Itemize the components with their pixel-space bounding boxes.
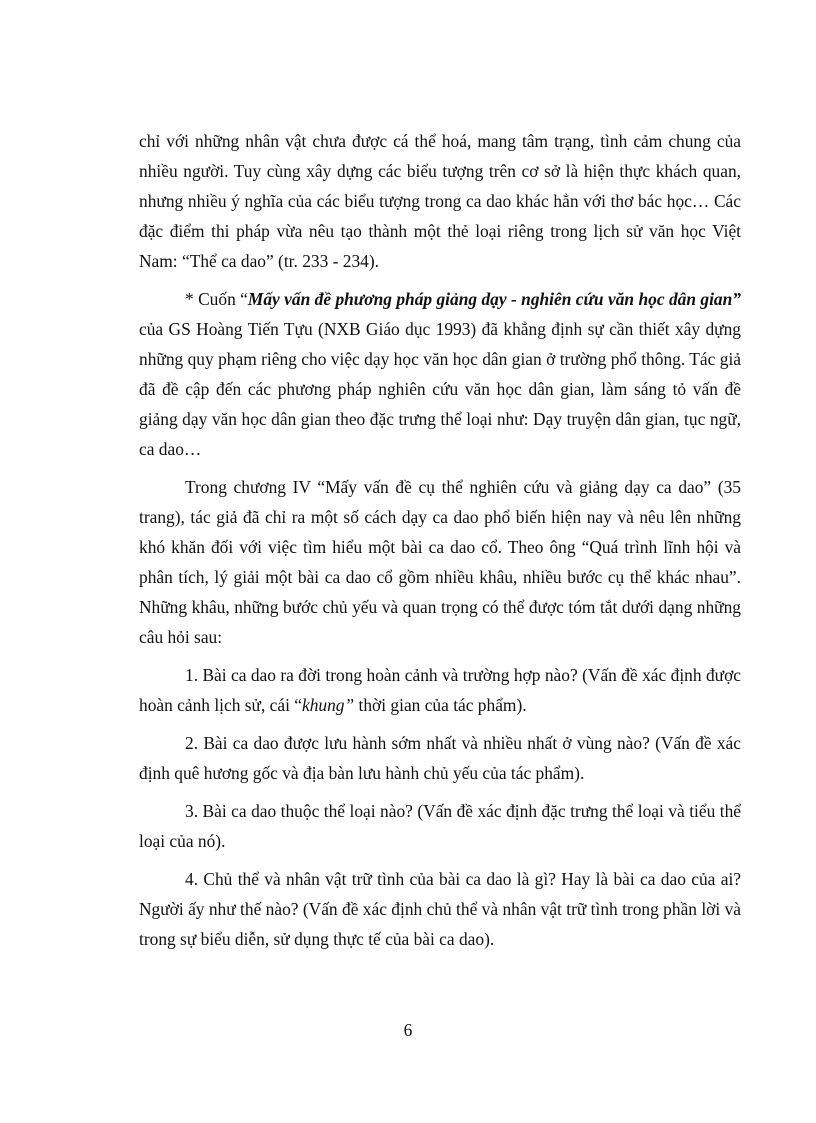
page-number: 6 (403, 1020, 413, 1040)
book-title: Mấy vấn đề phương pháp giảng dạy - nghiên cứu văn học dân gian” (247, 289, 741, 309)
question-1 (139, 660, 741, 720)
paragraph-continuation: chỉ với những nhân vật chưa được cá thể hoá, mang tâm trạng, tình cảm chung của nhiều người. Tuy cùng xây dựng các biểu tượng trên cơ sở là hiện thực khách quan, nhưng nhiều ý nghĩa của các biểu tượng trong ca dao khác hẳn với thơ bác học… Các đặc điểm thi pháp vừa nêu tạo thành một thẻ loại riêng trong lịch sử văn học Việt Nam: “Thể ca dao” (tr. 233 - 234). (139, 131, 741, 271)
question-1-italic: khung” (301, 695, 355, 715)
book-description: của GS Hoàng Tiến Tựu (NXB Giáo dục 1993) đã khẳng định sự cần thiết xây dựng những quy phạm riêng cho việc dạy học văn học dân gian ở trường phổ thông. Tác giả đã đề cập đến các phương pháp nghiên cứu văn học dân gian, làm sáng tỏ vấn đề giảng dạy văn học dân gian theo đặc trưng thể loại như: Dạy truyện dân gian, tục ngữ, ca dao… (139, 319, 741, 459)
document-body (139, 126, 741, 962)
question-3: 3. Bài ca dao thuộc thể loại nào? (Vấn đề xác định đặc trưng thể loại và tiểu thể loại của nó). (139, 801, 741, 851)
question-2: 2. Bài ca dao được lưu hành sớm nhất và nhiều nhất ở vùng nào? (Vấn đề xác định quê hương gốc và địa bàn lưu hành chủ yếu của tác phẩm). (139, 733, 741, 783)
question-1-text: 1. Bài ca dao ra đời trong hoàn cảnh và trường hợp nào? (Vấn đề xác định được hoàn cảnh lịch sử, cái “ (139, 665, 741, 715)
book-intro-text: * Cuốn “ (185, 289, 248, 309)
question-4: 4. Chủ thể và nhân vật trữ tình của bài ca dao là gì? Hay là bài ca dao của ai? Người ấy như thế nào? (Vấn đề xác định chủ thể và nhân vật trữ tình trong phần lời và trong sự biểu diễn, sử dụng thực tế của bài ca dao). (139, 869, 741, 949)
question-1-suffix: thời gian của tác phẩm). (354, 695, 527, 715)
paragraph-chapter-iv: Trong chương IV “Mấy vấn đề cụ thể nghiên cứu và giảng dạy ca dao” (35 trang), tác giả đã chỉ ra một số cách dạy ca dao phổ biến hiện nay và nêu lên những khó khăn đối với việc tìm hiểu một bài ca dao cổ. Theo ông “Quá trình lĩnh hội và phân tích, lý giải một bài ca dao cổ gồm nhiều khâu, nhiều bước cụ thể khác nhau”. Những khâu, những bước chủ yếu và quan trọng có thể được tóm tắt dưới dạng những câu hỏi sau: (139, 477, 741, 647)
paragraph-book-review (139, 284, 741, 464)
